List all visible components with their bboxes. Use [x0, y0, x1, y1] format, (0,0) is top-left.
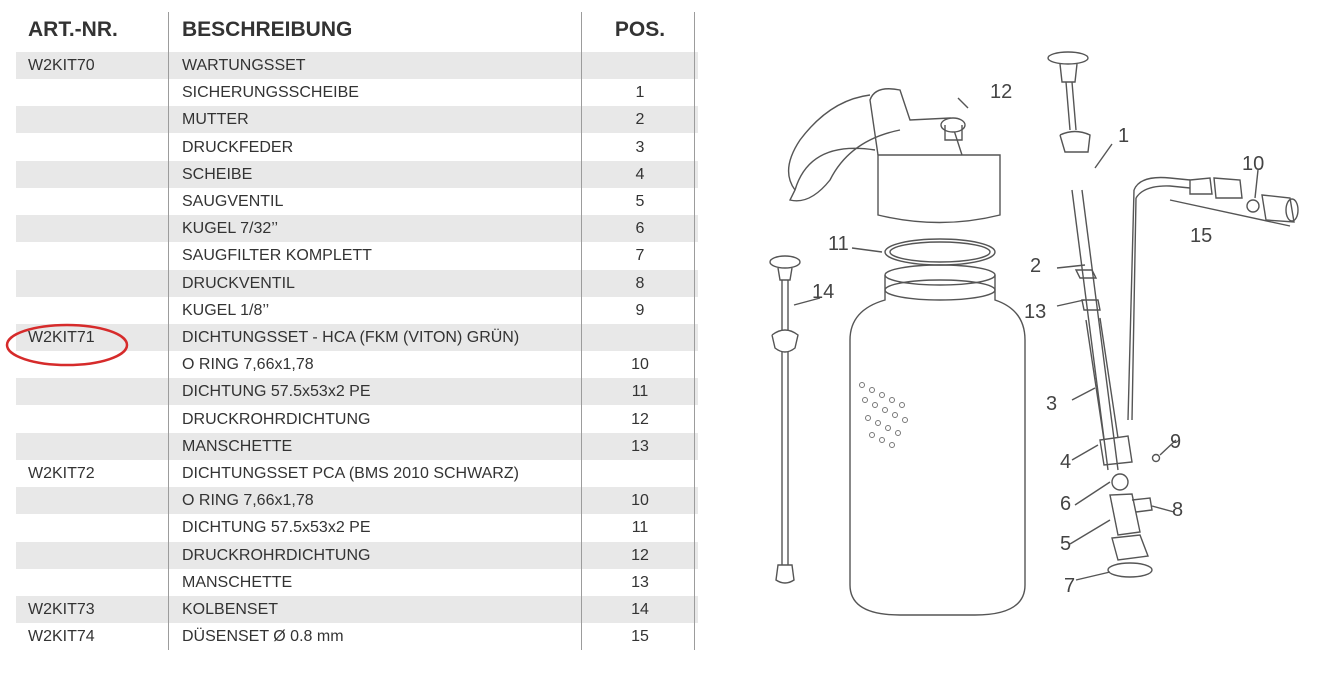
cell-pos: 14 [631, 601, 649, 618]
cell-art-nr: W2KIT71 [28, 329, 95, 346]
cell-beschreibung: SAUGVENTIL [182, 193, 284, 210]
table-row [16, 514, 698, 541]
cell-beschreibung: DÜSENSET Ø 0.8 mm [182, 628, 344, 646]
diagram-label-3: 3 [1046, 393, 1058, 415]
table-row [16, 242, 698, 269]
table-row [16, 596, 698, 623]
cell-beschreibung: KUGEL 7/32’’ [182, 220, 279, 238]
diagram-label-7: 7 [1064, 575, 1076, 597]
cell-pos: 13 [631, 437, 649, 455]
cell-beschreibung: DRUCKFEDER [182, 138, 294, 156]
cell-pos [582, 324, 698, 351]
cell-beschreibung: WARTUNGSSET [182, 57, 306, 74]
table-row [16, 487, 698, 514]
cell-pos: 12 [631, 410, 649, 428]
table-row [16, 134, 698, 161]
table-row [16, 542, 698, 569]
table-row [16, 79, 698, 106]
seal-ring [885, 239, 995, 265]
cell-pos [582, 460, 698, 487]
cell-art-nr: W2KIT73 [28, 601, 95, 618]
cell-beschreibung: O RING 7,66x1,78 [182, 356, 314, 374]
cell-pos: 15 [631, 628, 649, 646]
header-art-nr: ART.-NR. [28, 18, 118, 41]
diagram-label-14: 14 [812, 281, 835, 303]
cell-beschreibung: MANSCHETTE [182, 573, 293, 591]
highlight-ellipse [4, 322, 130, 368]
cell-pos: 11 [631, 383, 649, 401]
diagram-label-9: 9 [1170, 431, 1182, 453]
diagram-label-1: 1 [1118, 125, 1130, 147]
cell-beschreibung: DRUCKROHRDICHTUNG [182, 410, 371, 428]
cell-pos: 10 [631, 356, 649, 374]
table-row [16, 270, 698, 297]
table-row [16, 569, 698, 596]
diagram-label-4: 4 [1060, 451, 1072, 473]
cell-beschreibung: DRUCKVENTIL [182, 274, 295, 292]
cell-beschreibung: O RING 7,66x1,78 [182, 492, 314, 510]
table-row [16, 433, 698, 460]
table-row [16, 188, 698, 215]
table-row [16, 161, 698, 188]
cell-art-nr: W2KIT70 [28, 57, 95, 74]
cell-beschreibung: KUGEL 1/8’’ [182, 301, 270, 319]
diagram-label-13: 13 [1024, 301, 1047, 323]
diagram-label-2: 2 [1030, 255, 1042, 277]
cell-art-nr: W2KIT72 [28, 465, 95, 482]
cell-pos: 3 [635, 138, 645, 156]
cell-beschreibung: DICHTUNG 57.5x53x2 PE [182, 519, 371, 537]
cell-pos: 11 [631, 519, 649, 537]
table-row [16, 378, 698, 405]
exploded-diagram [700, 0, 1336, 680]
column-divider [581, 12, 582, 650]
cell-pos: 10 [631, 492, 649, 510]
lid-with-handle [789, 89, 1000, 223]
table-row [16, 52, 698, 79]
cell-beschreibung: KOLBENSET [182, 601, 279, 618]
cell-beschreibung: DRUCKROHRDICHTUNG [182, 546, 371, 564]
diagram-label-8: 8 [1172, 499, 1184, 521]
cell-pos: 9 [635, 301, 645, 319]
column-divider [168, 12, 169, 650]
column-divider [694, 12, 695, 650]
table-row [16, 623, 698, 650]
cell-art-nr: W2KIT74 [28, 628, 95, 646]
bottle [850, 265, 1025, 615]
table-row [16, 106, 698, 133]
cell-pos: 6 [635, 220, 645, 238]
cell-pos: 7 [635, 247, 645, 265]
header-beschreibung: BESCHREIBUNG [182, 18, 353, 41]
cell-beschreibung: SAUGFILTER KOMPLETT [182, 247, 372, 265]
cell-beschreibung: DICHTUNGSSET - HCA (FKM (VITON) GRÜN) [182, 329, 520, 346]
cell-pos: 13 [631, 573, 649, 591]
cell-beschreibung: MANSCHETTE [182, 437, 293, 455]
cell-beschreibung: MUTTER [182, 111, 249, 129]
cell-beschreibung: DICHTUNG 57.5x53x2 PE [182, 383, 371, 401]
cell-beschreibung: DICHTUNGSSET PCA (BMS 2010 SCHWARZ) [182, 465, 519, 482]
diagram-label-10: 10 [1242, 153, 1265, 175]
cell-pos: 5 [635, 193, 645, 210]
table-row [16, 297, 698, 324]
cell-beschreibung: SCHEIBE [182, 165, 253, 183]
diagram-label-5: 5 [1060, 533, 1072, 555]
diagram-label-11: 11 [828, 233, 849, 255]
cell-pos: 8 [635, 274, 645, 292]
table-row [16, 215, 698, 242]
cell-beschreibung: SICHERUNGSSCHEIBE [182, 84, 359, 102]
table-row [16, 460, 698, 487]
diagram-label-12: 12 [990, 81, 1013, 103]
cell-pos [582, 52, 698, 79]
header-pos: POS. [614, 18, 666, 41]
cell-pos: 4 [635, 165, 645, 183]
diagram-label-15: 15 [1190, 225, 1213, 247]
diagram-label-6: 6 [1060, 493, 1072, 515]
table-row [16, 406, 698, 433]
cell-pos: 12 [631, 546, 649, 564]
cell-pos: 2 [635, 111, 645, 129]
cell-pos: 1 [635, 84, 645, 102]
